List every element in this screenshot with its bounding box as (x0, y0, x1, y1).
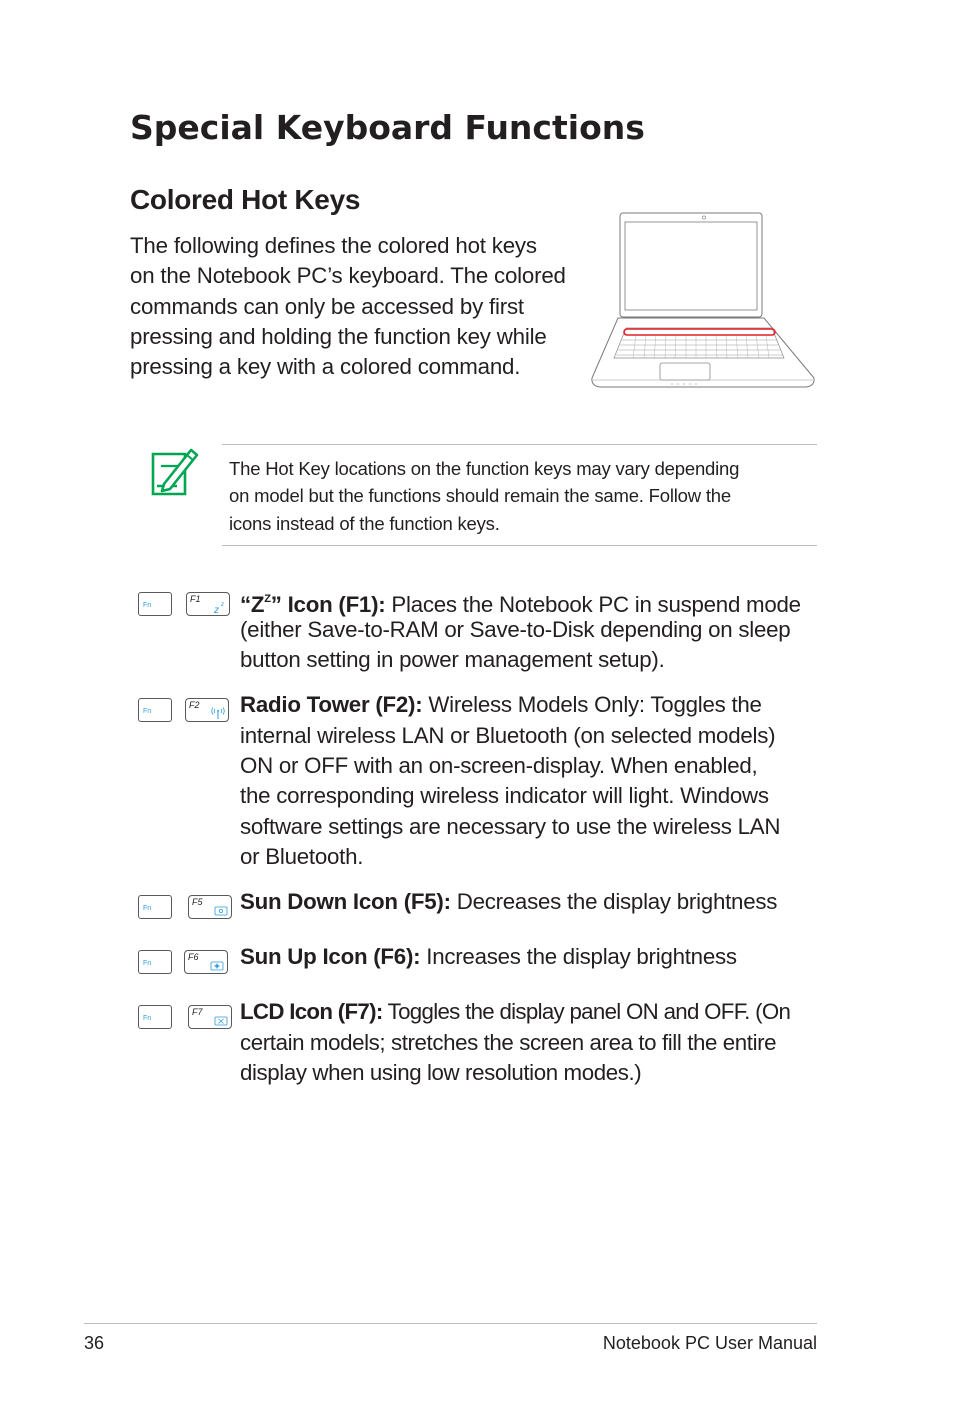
f5-key (188, 895, 232, 919)
fn-key-label: Fn (143, 905, 152, 912)
fn-key-label: Fn (143, 960, 152, 967)
fn-key (138, 895, 172, 919)
fn-key-label: Fn (143, 602, 152, 609)
hotkey-f2-desc-line: software settings are necessary to use the wireless LAN (240, 814, 781, 839)
page-title: Special Keyboard Functions (130, 108, 645, 147)
hotkey-f7-title: LCD Icon (F7): (240, 999, 383, 1024)
fn-key (138, 592, 172, 616)
manual-title: Notebook PC User Manual (602, 1333, 817, 1353)
intro-line: The following defines the colored hot keys (130, 233, 537, 258)
svg-text:z: z (214, 605, 219, 614)
lcd-toggle-icon (213, 1013, 229, 1027)
hotkey-f7-desc: Toggles the display panel ON and OFF. (On (382, 999, 791, 1024)
hotkey-f2-desc: Wireless Models Only: Toggles the (422, 692, 762, 717)
f2-key (185, 698, 229, 722)
hotkey-f2-desc-line: the corresponding wireless indicator will light. Windows (240, 783, 769, 808)
f5-key-label: F5 (192, 897, 203, 907)
fn-key (138, 698, 172, 722)
f7-key (188, 1005, 232, 1029)
f1-key (186, 592, 230, 616)
f7-key-label: F7 (192, 1007, 203, 1017)
hotkey-f2-desc-line: ON or OFF with an on-screen-display. When enabled, (240, 753, 758, 778)
hotkey-f2-title: Radio Tower (F2): (240, 692, 423, 717)
hotkey-f5-desc: Decreases the display brightness (450, 889, 778, 914)
page-number: 36 (84, 1333, 105, 1353)
sun-up-icon (209, 958, 225, 972)
hotkey-f1-title-end: ” Icon (F1): (270, 592, 386, 617)
sleep-z-icon (211, 600, 227, 614)
note-line: icons instead of the function keys. (229, 513, 500, 534)
intro-line: pressing a key with a colored command. (130, 354, 521, 379)
note-line: on model but the functions should remain the same. Follow the (229, 485, 731, 506)
svg-text:z: z (221, 602, 224, 608)
fn-key-label: Fn (143, 708, 152, 715)
fn-key (138, 1005, 172, 1029)
hotkey-f6-line (240, 942, 737, 973)
hotkey-f5-line (240, 887, 777, 918)
hotkey-f7-desc-line: certain models; stretches the screen area to fill the entire (240, 1030, 777, 1055)
hotkey-f5-title: Sun Down Icon (F5): (240, 889, 451, 914)
hotkey-f2-desc-line: or Bluetooth. (240, 844, 364, 869)
intro-line: on the Notebook PC’s keyboard. The colored (130, 263, 566, 288)
fn-key (138, 950, 172, 974)
hotkey-f6-title: Sun Up Icon (F6): (240, 944, 421, 969)
sun-down-icon (213, 903, 229, 917)
f6-key (184, 950, 228, 974)
f1-key-label: F1 (190, 594, 201, 604)
hotkey-f1-desc-line: button setting in power management setup). (240, 647, 665, 672)
hotkey-f2-desc-line: internal wireless LAN or Bluetooth (on selected models) (240, 723, 776, 748)
f2-key-label: F2 (189, 700, 200, 710)
footer-rule (84, 1323, 817, 1324)
note-line: The Hot Key locations on the function keys may vary depending (229, 458, 740, 479)
hotkey-f1-title-sup: Z (264, 593, 271, 605)
laptop-keyboard-illustration (588, 210, 818, 392)
intro-line: pressing and holding the function key while (130, 324, 547, 349)
radio-tower-icon (210, 706, 226, 720)
hotkey-f2-line (240, 690, 762, 721)
hotkey-f7-desc-line: display when using low resolution modes.) (240, 1060, 642, 1085)
note-pencil-icon (149, 444, 201, 500)
hotkey-f1-desc-line: (either Save-to-RAM or Save-to-Disk depending on sleep (240, 617, 791, 642)
hotkey-f1-title: “Z (240, 592, 265, 617)
f6-key-label: F6 (188, 952, 199, 962)
intro-line: commands can only be accessed by first (130, 294, 524, 319)
hotkey-f6-desc: Increases the display brightness (420, 944, 737, 969)
hotkey-f7-line (240, 997, 790, 1028)
section-title: Colored Hot Keys (130, 184, 361, 215)
fn-key-label: Fn (143, 1015, 152, 1022)
hotkey-f1-desc: Places the Notebook PC in suspend mode (385, 592, 801, 617)
